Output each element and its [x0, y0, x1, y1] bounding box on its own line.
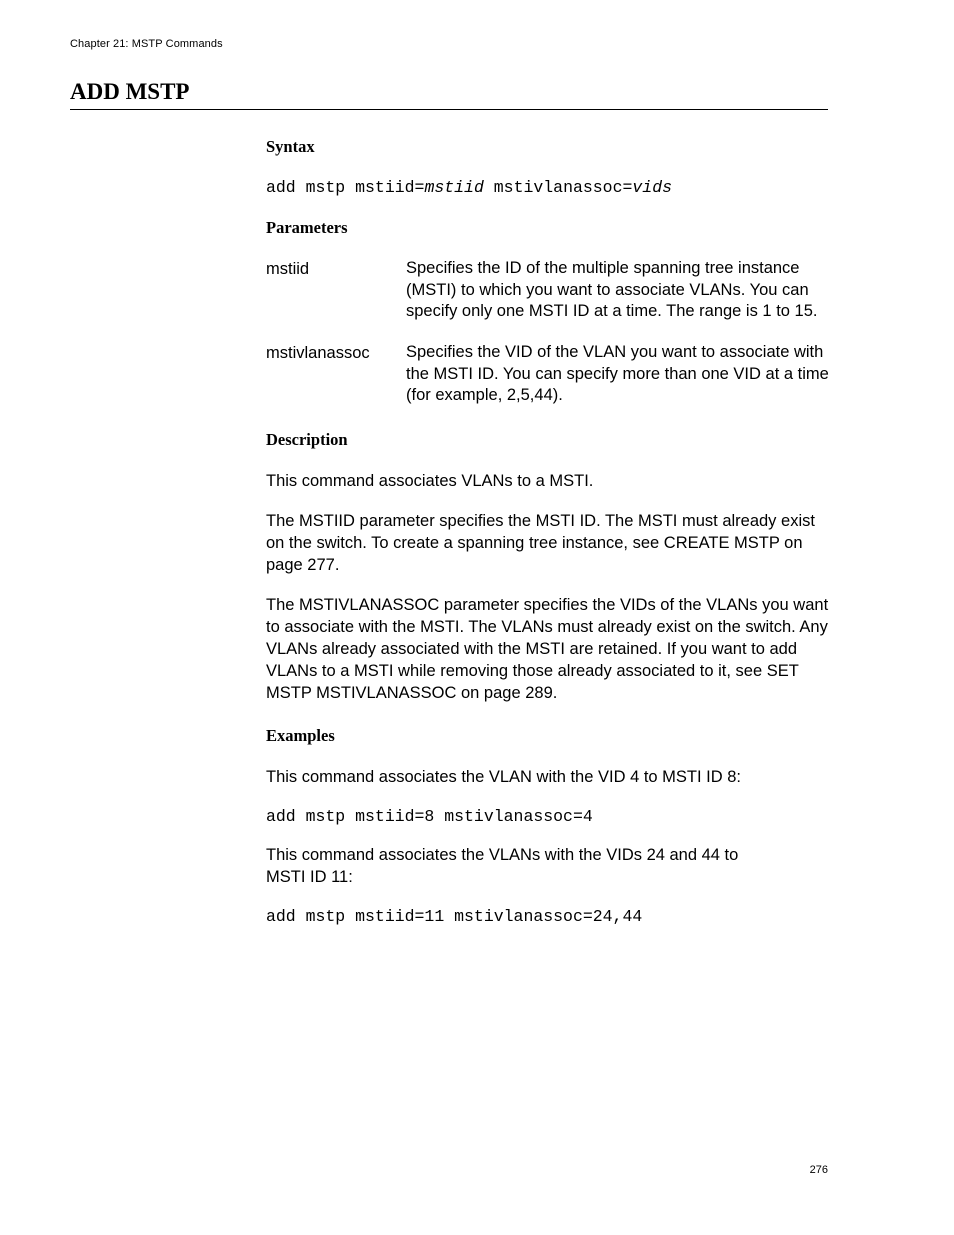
description-paragraph-2: The MSTIID parameter specifies the MSTI ID. The MSTI must already exist on the switch. To create a spanning tree instance, see CREATE MSTP on page 277.	[266, 512, 815, 574]
param-name-mstiid: mstiid	[266, 260, 310, 278]
parameters-heading: Parameters	[266, 218, 348, 237]
examples-heading: Examples	[266, 726, 335, 745]
title-rule	[70, 109, 828, 110]
example-2-intro-line2: MSTI ID 11:	[266, 868, 353, 886]
page-number: 276	[809, 1164, 828, 1176]
param-name-mstivlanassoc: mstivlanassoc	[266, 344, 370, 362]
param-desc-mstivlanassoc: Specifies the VID of the VLAN you want to associate with the MSTI ID. You can specify more than one VID at a time (for example, 2,5,44).	[406, 343, 829, 404]
description-paragraph-3: The MSTIVLANASSOC parameter specifies the VIDs of the VLANs you want to associate with the MSTI. The VLANs must already exist on the switch. Any VLANs already associated with the MSTI are retained. If you want to add VLANs to a MSTI while removing those already associated to it, see SET MSTP MSTIVLANASSOC on page 289.	[266, 596, 829, 702]
param-desc-mstiid: Specifies the ID of the multiple spanning tree instance (MSTI) to which you want to associate VLANs. You can specify only one MSTI ID at a time. The range is 1 to 15.	[406, 259, 818, 320]
syntax-cmd-part2: mstivlanassoc=	[483, 178, 633, 197]
description-paragraph-1: This command associates VLANs to a MSTI.	[266, 472, 594, 490]
syntax-cmd-part1: add mstp mstiid=	[266, 178, 425, 197]
example-1-intro: This command associates the VLAN with the VID 4 to MSTI ID 8:	[266, 768, 742, 786]
example-1-code: add mstp mstiid=8 mstivlanassoc=4	[266, 807, 593, 826]
running-header: Chapter 21: MSTP Commands	[70, 38, 223, 50]
syntax-command	[266, 178, 672, 198]
example-2-intro-line1: This command associates the VLANs with the VIDs 24 and 44 to	[266, 846, 739, 864]
syntax-cmd-var1: mstiid	[424, 178, 484, 197]
syntax-cmd-var2: vids	[632, 178, 672, 197]
description-heading: Description	[266, 430, 348, 449]
example-2-code: add mstp mstiid=11 mstivlanassoc=24,44	[266, 907, 643, 926]
syntax-heading: Syntax	[266, 137, 315, 156]
page-title: ADD MSTP	[70, 79, 190, 104]
example-2-intro	[266, 844, 831, 888]
